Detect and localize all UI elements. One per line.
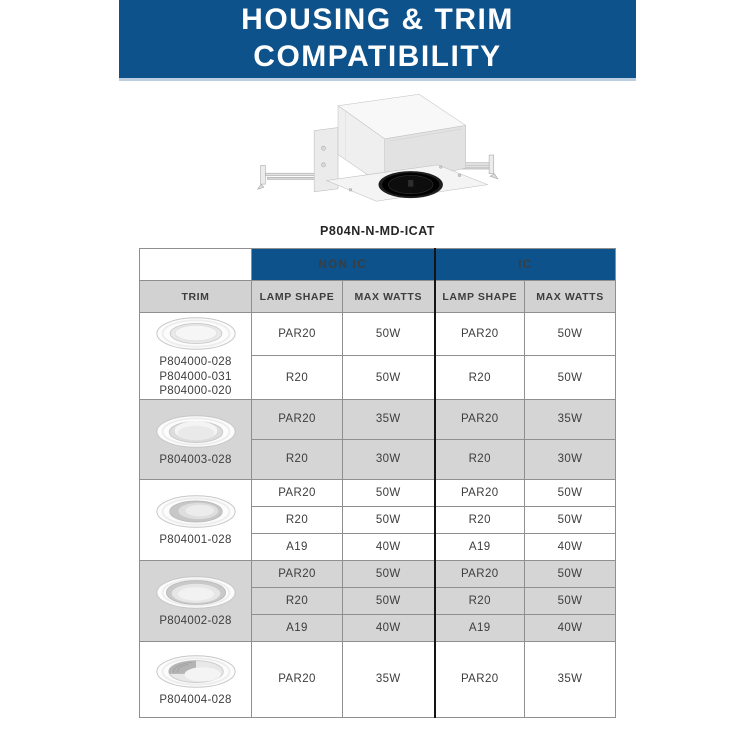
table-head	[140, 249, 616, 313]
table-row	[140, 399, 616, 439]
housing-figure	[0, 87, 755, 238]
ic-max-watts-cell: 50W	[525, 587, 616, 614]
ic-lamp-shape-cell: R20	[435, 506, 525, 533]
ic-lamp-shape-cell: A19	[435, 614, 525, 641]
non-ic-lamp-shape-cell: PAR20	[252, 399, 343, 439]
ic-lamp-shape-cell: PAR20	[435, 641, 525, 717]
section-header-row	[140, 249, 616, 281]
recessed-housing-product-photo	[256, 87, 500, 222]
page-title	[241, 2, 514, 75]
non-ic-max-watts-cell: 30W	[343, 439, 435, 479]
housing-model-number: P804N-N-MD-ICAT	[320, 224, 435, 238]
non-ic-max-watts-cell: 50W	[343, 313, 435, 356]
ic-lamp-shape-column-header: LAMP SHAPE	[435, 281, 525, 313]
trim-model-number: P804001-028	[159, 534, 232, 547]
page-title-line1: HOUSING & TRIM	[241, 3, 514, 37]
non-ic-lamp-shape-cell: PAR20	[252, 313, 343, 356]
trim-cell	[140, 313, 252, 400]
trim-table-body	[140, 313, 616, 718]
non-ic-max-watts-cell: 50W	[343, 560, 435, 587]
non-ic-max-watts-cell: 40W	[343, 533, 435, 560]
non-ic-lamp-shape-column-header: LAMP SHAPE	[252, 281, 343, 313]
non-ic-lamp-shape-cell: R20	[252, 587, 343, 614]
compatibility-table	[139, 248, 616, 718]
trim-model-number: P804003-028	[159, 453, 232, 466]
ic-lamp-shape-cell: PAR20	[435, 560, 525, 587]
table-row	[140, 641, 616, 717]
non-ic-max-watts-cell: 35W	[343, 399, 435, 439]
non-ic-max-watts-cell: 50W	[343, 587, 435, 614]
ic-max-watts-cell: 50W	[525, 313, 616, 356]
table-row	[140, 560, 616, 587]
column-header-row	[140, 281, 616, 313]
ic-lamp-shape-cell: PAR20	[435, 399, 525, 439]
ic-max-watts-cell: 35W	[525, 399, 616, 439]
trim-model-number: P804002-028	[159, 615, 232, 628]
empty-corner-cell	[140, 249, 252, 281]
ic-max-watts-cell: 50W	[525, 506, 616, 533]
trim-cell	[140, 641, 252, 717]
non-ic-lamp-shape-cell: R20	[252, 439, 343, 479]
non-ic-lamp-shape-cell: PAR20	[252, 560, 343, 587]
page-banner	[119, 0, 636, 81]
ic-lamp-shape-cell: R20	[435, 587, 525, 614]
ic-lamp-shape-cell: R20	[435, 439, 525, 479]
trim-model-number: P804000-031	[159, 370, 232, 383]
non-ic-max-watts-cell: 35W	[343, 641, 435, 717]
ic-max-watts-cell: 50W	[525, 356, 616, 399]
ic-lamp-shape-cell: PAR20	[435, 313, 525, 356]
trim-column-header: TRIM	[140, 281, 252, 313]
non-ic-max-watts-cell: 50W	[343, 479, 435, 506]
non-ic-lamp-shape-cell: R20	[252, 356, 343, 399]
white-deep-cone-trim-photo	[153, 491, 239, 533]
ic-lamp-shape-cell: R20	[435, 356, 525, 399]
trim-cell	[140, 479, 252, 560]
ic-max-watts-cell: 50W	[525, 560, 616, 587]
non-ic-lamp-shape-cell: PAR20	[252, 479, 343, 506]
non-ic-lamp-shape-cell: R20	[252, 506, 343, 533]
non-ic-lamp-shape-cell: PAR20	[252, 641, 343, 717]
ic-lamp-shape-cell: PAR20	[435, 479, 525, 506]
table-row	[140, 313, 616, 356]
trim-cell	[140, 560, 252, 641]
ic-max-watts-cell: 30W	[525, 439, 616, 479]
non-ic-lamp-shape-cell: A19	[252, 614, 343, 641]
non-ic-max-watts-cell: 50W	[343, 506, 435, 533]
trim-model-number: P804000-020	[159, 385, 232, 398]
non-ic-max-watts-cell: 50W	[343, 356, 435, 399]
ic-max-watts-cell: 40W	[525, 614, 616, 641]
non-ic-section-header: NON IC	[252, 249, 435, 281]
table-row	[140, 479, 616, 506]
page-title-line2: COMPATIBILITY	[253, 40, 502, 73]
white-open-splay-trim-photo	[153, 313, 239, 355]
trim-model-number: P804000-028	[159, 356, 232, 368]
non-ic-lamp-shape-cell: A19	[252, 533, 343, 560]
trim-model-number: P804004-028	[159, 693, 232, 706]
white-eyeball-trim-photo	[153, 411, 239, 453]
white-wall-wash-trim-photo	[153, 651, 239, 693]
ic-max-watts-cell: 35W	[525, 641, 616, 717]
ic-section-header: IC	[435, 249, 616, 281]
ic-lamp-shape-cell: A19	[435, 533, 525, 560]
white-wide-cone-trim-photo	[153, 572, 239, 614]
ic-max-watts-cell: 40W	[525, 533, 616, 560]
non-ic-max-watts-column-header: MAX WATTS	[343, 281, 435, 313]
trim-cell	[140, 399, 252, 479]
ic-max-watts-column-header: MAX WATTS	[525, 281, 616, 313]
non-ic-max-watts-cell: 40W	[343, 614, 435, 641]
ic-max-watts-cell: 50W	[525, 479, 616, 506]
